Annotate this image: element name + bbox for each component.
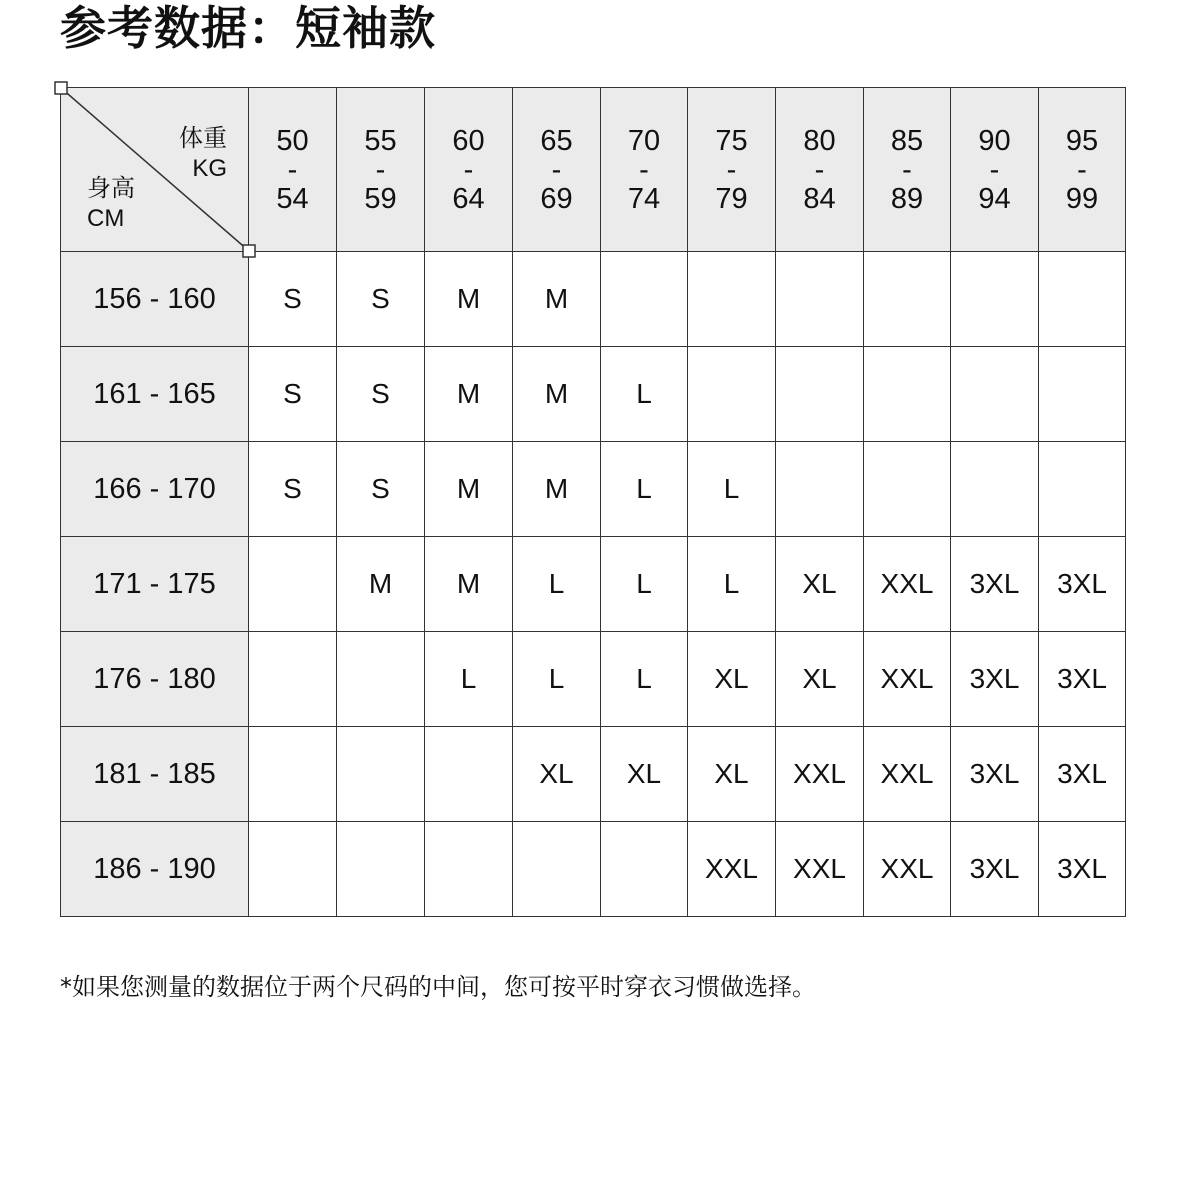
size-cell: XXL [776,822,864,917]
size-cell: XL [513,727,601,822]
size-cell [337,632,425,727]
size-cell [864,347,951,442]
weight-range-from: 70 [627,124,661,157]
weight-range-from: 60 [452,124,485,157]
size-cell [249,727,337,822]
table-row [61,632,1126,727]
size-cell: M [513,347,601,442]
weight-range-from: 90 [978,124,1011,157]
weight-column-header [249,88,337,252]
size-cell [337,822,425,917]
size-cell: L [425,632,513,727]
height-range-cell: 186 - 190 [61,822,249,917]
size-cell [513,822,601,917]
weight-range-sep: - [902,153,912,186]
size-cell: 3XL [951,632,1039,727]
page-title: 参考数据：短袖款 [60,1,436,55]
size-cell: XXL [688,822,776,917]
size-cell: M [425,442,513,537]
footnote: *如果您测量的数据位于两个尺码的中间，您可按平时穿衣习惯做选择。 [60,973,816,1001]
size-cell [337,727,425,822]
size-cell: M [425,537,513,632]
size-cell: XXL [864,632,951,727]
size-cell [249,632,337,727]
height-range-cell: 176 - 180 [61,632,249,727]
size-cell: 3XL [1039,727,1126,822]
height-axis-label [87,174,135,234]
weight-range-sep: - [463,153,474,186]
size-cell [1039,252,1126,347]
weight-column-header [951,88,1039,252]
size-table-body [61,252,1126,917]
size-cell: M [425,347,513,442]
corner-handle-bottom-right [243,245,255,257]
weight-axis-label [179,124,227,184]
size-cell: XL [776,632,864,727]
weight-column-header [337,88,425,252]
height-range-cell: 156 - 160 [61,252,249,347]
weight-range-from: 85 [890,124,924,157]
weight-label: 体重 [179,125,227,152]
size-cell [776,442,864,537]
size-cell: 3XL [951,537,1039,632]
size-cell: 3XL [1039,537,1126,632]
weight-range-to: 99 [1065,182,1099,215]
weight-range-sep: - [639,153,649,186]
size-cell: XXL [864,537,951,632]
size-cell: XXL [776,727,864,822]
size-cell: XXL [864,822,951,917]
weight-range-sep: - [726,153,737,186]
table-row [61,252,1126,347]
size-cell [864,252,951,347]
size-cell [951,252,1039,347]
size-cell [1039,442,1126,537]
size-cell: L [601,442,688,537]
weight-range-from: 80 [803,124,836,157]
size-cell: L [513,537,601,632]
size-cell: 3XL [1039,632,1126,727]
weight-range-to: 89 [890,182,924,215]
size-cell: L [688,537,776,632]
weight-range-from: 65 [540,124,573,157]
size-cell: L [601,537,688,632]
weight-range-to: 84 [803,182,836,215]
size-cell: M [513,252,601,347]
weight-range-sep: - [375,153,386,186]
table-row [61,347,1126,442]
weight-range-to: 74 [627,182,661,215]
size-cell: S [337,347,425,442]
weight-range-to: 69 [540,182,573,215]
size-cell [688,252,776,347]
size-cell [425,727,513,822]
weight-column-header [776,88,864,252]
size-cell: S [249,252,337,347]
height-unit: CM [87,205,125,232]
table-row [61,442,1126,537]
weight-column-header [513,88,601,252]
size-cell [776,252,864,347]
size-cell: M [513,442,601,537]
size-cell: S [249,347,337,442]
table-row [61,537,1126,632]
weight-range-to: 79 [715,182,748,215]
weight-range-sep: - [287,153,298,186]
weight-range-to: 59 [364,182,397,215]
size-cell: XL [601,727,688,822]
weight-column-header [688,88,776,252]
height-range-cell: 171 - 175 [61,537,249,632]
height-range-cell: 181 - 185 [61,727,249,822]
size-cell: S [337,252,425,347]
size-cell [601,252,688,347]
height-range-cell: 166 - 170 [61,442,249,537]
weight-unit: KG [192,155,227,182]
size-cell: L [601,632,688,727]
size-cell [688,347,776,442]
size-cell: XL [688,727,776,822]
weight-range-from: 95 [1065,124,1099,157]
size-cell: XL [688,632,776,727]
size-cell [1039,347,1126,442]
size-cell: S [249,442,337,537]
size-cell: S [337,442,425,537]
size-cell: M [337,537,425,632]
size-cell: L [601,347,688,442]
table-row [61,727,1126,822]
size-cell [249,537,337,632]
size-cell: 3XL [1039,822,1126,917]
weight-column-header [864,88,951,252]
size-cell [249,822,337,917]
size-cell: 3XL [951,727,1039,822]
weight-range-from: 75 [715,124,748,157]
height-range-cell: 161 - 165 [61,347,249,442]
height-label: 身高 [87,175,135,202]
weight-range-sep: - [814,153,825,186]
size-cell: XL [776,537,864,632]
weight-range-to: 64 [452,182,485,215]
size-cell [951,347,1039,442]
size-cell [776,347,864,442]
size-cell: M [425,252,513,347]
corner-header-cell [61,88,249,252]
size-cell [425,822,513,917]
corner-handle-top-left [55,82,67,94]
weight-range-from: 55 [364,124,397,157]
weight-range-sep: - [989,153,1000,186]
weight-column-header [601,88,688,252]
weight-column-header [425,88,513,252]
weight-range-sep: - [551,153,562,186]
size-cell [601,822,688,917]
weight-column-header [1039,88,1126,252]
weight-range-from: 50 [276,124,309,157]
weight-range-to: 94 [978,182,1011,215]
size-cell [951,442,1039,537]
weight-range-sep: - [1077,153,1087,186]
size-chart-table [60,87,1126,917]
weight-header-row [61,88,1126,252]
weight-range-to: 54 [276,182,309,215]
size-cell: XXL [864,727,951,822]
table-row [61,822,1126,917]
size-cell [864,442,951,537]
size-cell: L [688,442,776,537]
size-cell: L [513,632,601,727]
size-cell: 3XL [951,822,1039,917]
